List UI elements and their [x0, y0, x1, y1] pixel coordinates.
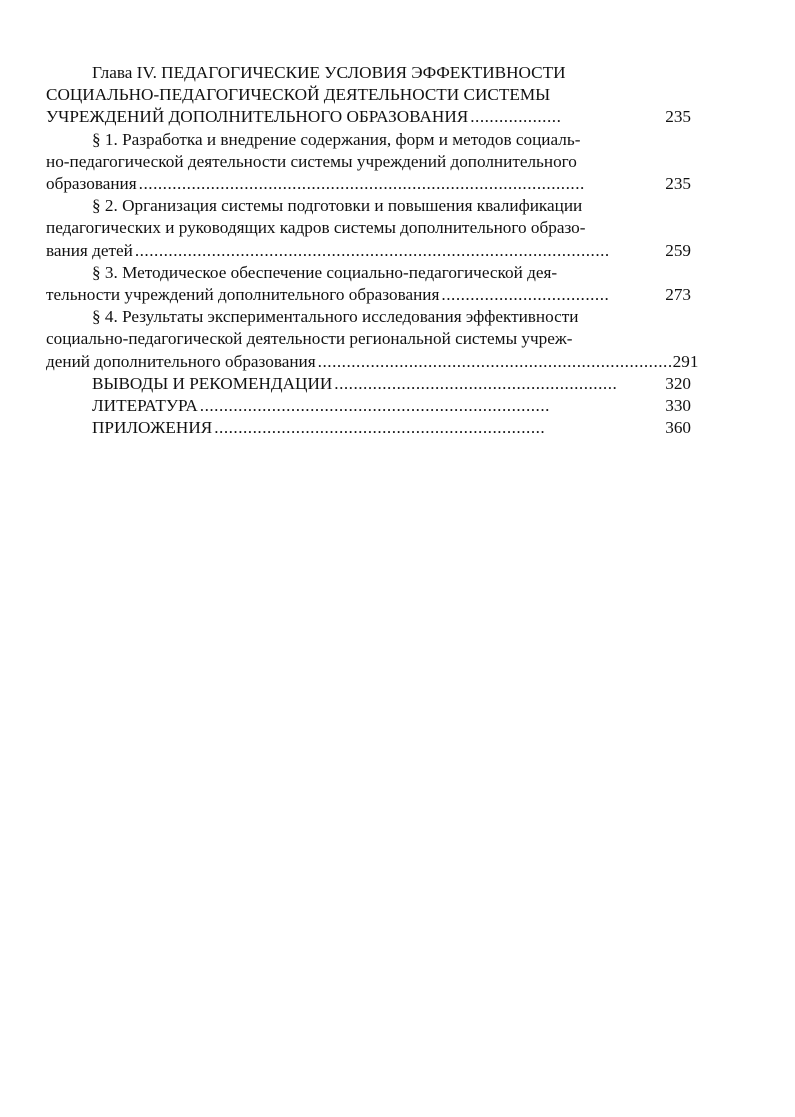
dot-leader: ...................: [470, 107, 562, 127]
dot-leader: .....................................................................: [214, 418, 546, 438]
toc-chapter-last-line: [46, 106, 691, 128]
toc-chapter-4[interactable]: [46, 62, 691, 129]
toc-section-last-line: [46, 351, 699, 373]
toc-section-line: социально-педагогической деятельности региональной системы учреж-: [46, 329, 573, 349]
table-of-contents: [46, 62, 699, 439]
toc-section-line: педагогических и руководящих кадров системы дополнительного образо-: [46, 218, 586, 238]
dot-leader: ...........................................................: [334, 373, 618, 393]
dot-leader: ...................................................................................................: [134, 240, 610, 260]
toc-section-line: § 3. Методическое обеспечение социально-педагогической дея-: [92, 262, 558, 282]
toc-chapter-line-1: Глава IV. ПЕДАГОГИЧЕСКИЕ УСЛОВИЯ ЭФФЕКТИВНОСТИ: [92, 63, 566, 82]
toc-section-3[interactable]: [46, 262, 691, 306]
dot-leader: .............................................................................................: [138, 174, 585, 194]
toc-section-last-line: [46, 173, 691, 195]
toc-section-line: дений дополнительного образования: [46, 351, 316, 371]
toc-appendices[interactable]: [46, 417, 691, 439]
toc-section-line: образования: [46, 174, 137, 194]
toc-conclusions[interactable]: [46, 373, 691, 395]
page-number: 235: [665, 107, 691, 127]
toc-final-label: ЛИТЕРАТУРА: [92, 396, 198, 416]
toc-section-line: но-педагогической деятельности системы учреждений дополнительного: [46, 151, 577, 171]
toc-final-label: ПРИЛОЖЕНИЯ: [92, 418, 213, 438]
toc-section-line: § 1. Разработка и внедрение содержания, форм и методов социаль-: [92, 129, 581, 149]
toc-literature[interactable]: [46, 395, 691, 417]
toc-final-label: ВЫВОДЫ И РЕКОМЕНДАЦИИ: [92, 373, 333, 393]
dot-leader: ..........................................................................: [317, 351, 673, 371]
toc-section-line: вания детей: [46, 240, 133, 260]
toc-section-1[interactable]: [46, 129, 691, 196]
toc-section-4[interactable]: [46, 306, 699, 373]
toc-chapter-line-3: УЧРЕЖДЕНИЙ ДОПОЛНИТЕЛЬНОГО ОБРАЗОВАНИЯ: [46, 107, 469, 127]
toc-section-last-line: [46, 240, 691, 262]
page-number: 259: [665, 240, 691, 260]
dot-leader: ...................................: [441, 285, 610, 305]
toc-section-last-line: [46, 284, 691, 306]
page-number: 320: [665, 373, 691, 393]
page-number: 273: [665, 285, 691, 305]
dot-leader: .........................................................................: [199, 396, 550, 416]
toc-chapter-line-2: СОЦИАЛЬНО-ПЕДАГОГИЧЕСКОЙ ДЕЯТЕЛЬНОСТИ СИСТЕМЫ: [46, 85, 551, 105]
page-number: 360: [665, 418, 691, 438]
toc-section-line: тельности учреждений дополнительного образования: [46, 285, 440, 305]
toc-section-line: § 4. Результаты экспериментального исследования эффективности: [92, 307, 579, 327]
page-number: 291: [672, 351, 699, 371]
page-number: 330: [665, 396, 691, 416]
toc-section-line: § 2. Организация системы подготовки и повышения квалификации: [92, 196, 583, 216]
page-number: 235: [665, 174, 691, 194]
toc-section-2[interactable]: [46, 195, 691, 262]
